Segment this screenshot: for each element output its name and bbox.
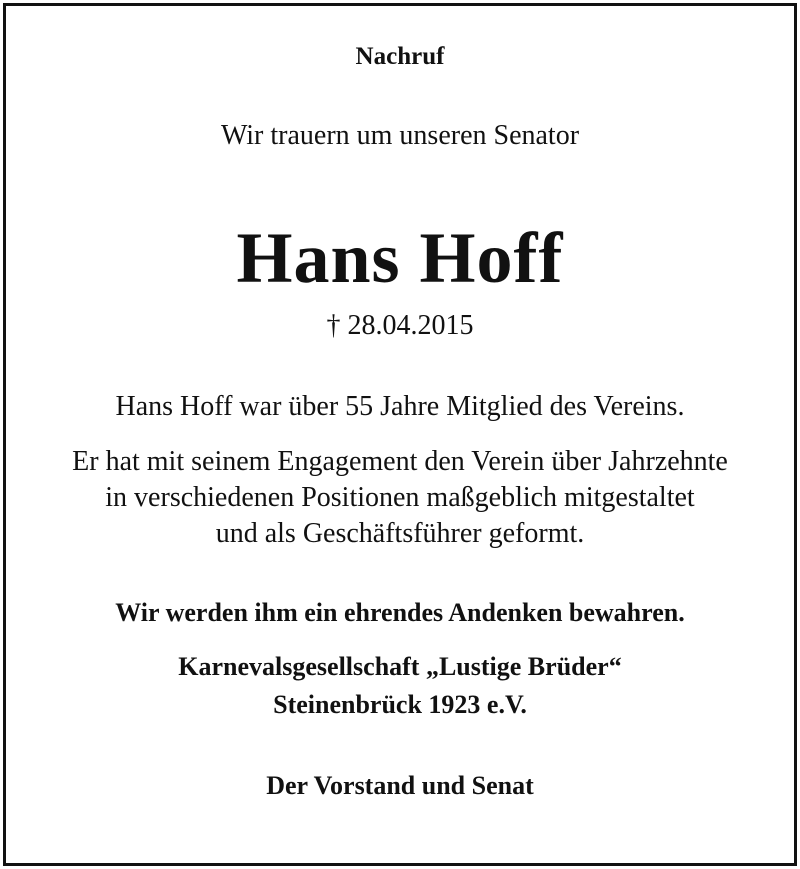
organization-location: Steinenbrück 1923 e.V. [273,690,527,719]
organization-name: Karnevalsgesellschaft „Lustige Brüder“ [178,652,622,681]
closing-statement: Wir werden ihm ein ehrendes Andenken bewahren. [115,598,685,627]
tribute-line: und als Geschäftsführer geformt. [215,518,585,549]
death-date: † 28.04.2015 [326,310,474,341]
membership-text: Hans Hoff war über 55 Jahre Mitglied des Vereins. [115,391,685,422]
deceased-name: Hans Hoff [236,218,564,298]
tribute-line: in verschiedenen Positionen maßgeblich mitgestaltet [105,482,695,513]
signature: Der Vorstand und Senat [266,771,534,800]
notice-heading: Nachruf [355,43,445,70]
tribute-line: Er hat mit seinem Engagement den Verein über Jahrzehnte [72,446,728,477]
intro-text: Wir trauern um unseren Senator [220,120,580,151]
